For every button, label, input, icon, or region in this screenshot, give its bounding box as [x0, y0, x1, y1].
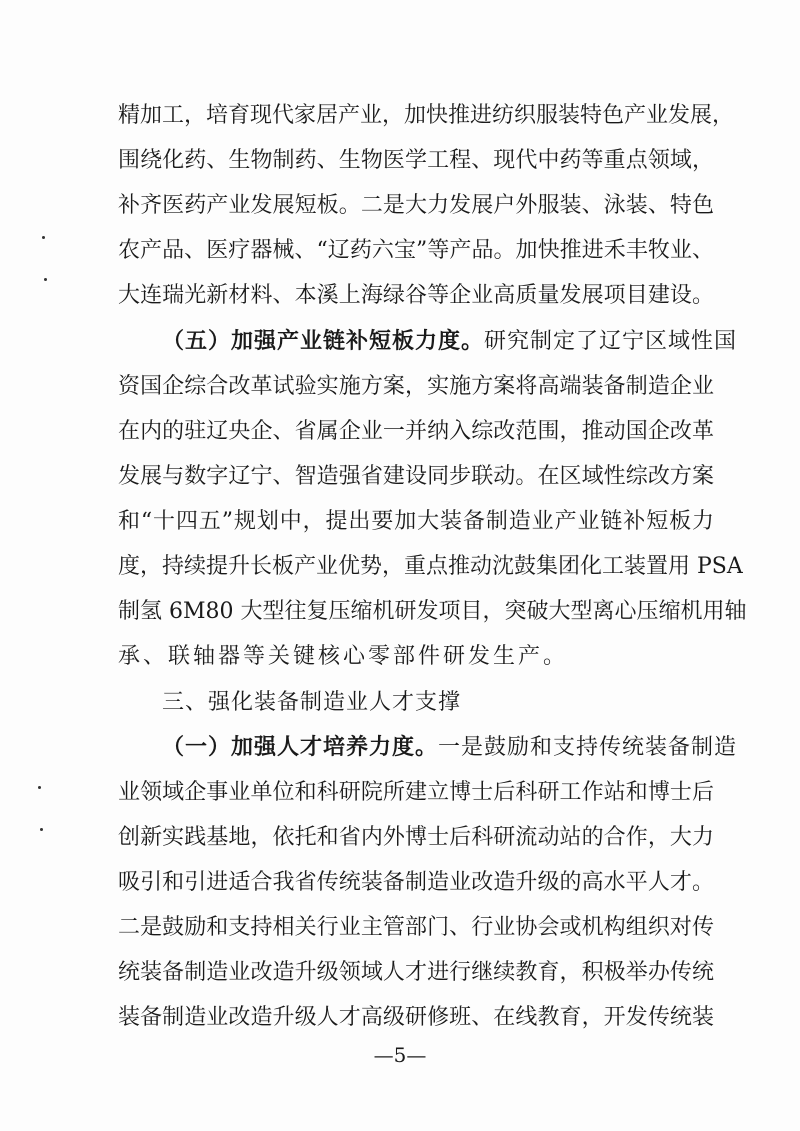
- paragraph-line: 统装备制造业改造升级领域人才进行继续教育，积极举办传统: [118, 960, 714, 985]
- scan-mark: [42, 236, 45, 239]
- paragraph-line: 精加工，培育现代家居产业，加快推进纺织服装特色产业发展，: [118, 103, 735, 128]
- scan-mark: [40, 828, 43, 831]
- paragraph-line: 创新实践基地，依托和省内外博士后科研流动站的合作，大力: [118, 825, 714, 850]
- subsection-first-line: [162, 322, 738, 362]
- paragraph-line: 围绕化药、生物制药、生物医学工程、现代中药等重点领域，: [118, 148, 714, 173]
- paragraph-line: 资国企综合改革试验实施方案，实施方案将高端装备制造企业: [118, 374, 714, 399]
- paragraph-line: 度，持续提升长板产业优势，重点推动沈鼓集团化工装置用 PSA: [118, 554, 743, 579]
- paragraph-line: 农产品、医疗器械、“辽药六宝”等产品。加快推进禾丰牧业、: [118, 238, 714, 263]
- paragraph-line: 装备制造业改造升级人才高级研修班、在线教育，开发传统装: [118, 1005, 714, 1030]
- paragraph-text: 一是鼓励和支持传统装备制造: [438, 735, 738, 760]
- scan-mark: [44, 278, 47, 281]
- section-title: 三、强化装备制造业人才支撑: [162, 690, 462, 715]
- paragraph-text: 研究制定了辽宁区域性国: [484, 329, 738, 354]
- paragraph-line: 大连瑞光新材料、本溪上海绿谷等企业高质量发展项目建设。: [118, 283, 714, 308]
- paragraph-line: 承、联轴器等关键核心零部件研发生产。: [118, 644, 569, 669]
- scan-mark: [38, 786, 41, 789]
- paragraph-line: 吸引和引进适合我省传统装备制造业改造升级的高水平人才。: [118, 870, 714, 895]
- paragraph-line: 业领域企事业单位和科研院所建立博士后科研工作站和博士后: [118, 780, 714, 805]
- paragraph-line: 补齐医药产业发展短板。二是大力发展户外服装、泳装、特色: [118, 193, 714, 218]
- paragraph-line: 制氢 6M80 大型往复压缩机研发项目，突破大型离心压缩机用轴: [118, 599, 747, 624]
- subsection-heading: （五）加强产业链补短板力度。: [162, 329, 485, 354]
- paragraph-line: 二是鼓励和支持相关行业主管部门、行业协会或机构组织对传: [118, 915, 714, 940]
- subsection-heading: （一）加强人才培养力度。: [162, 735, 439, 760]
- paragraph-line: 在内的驻辽央企、省属企业一并纳入综改范围，推动国企改革: [118, 419, 714, 444]
- page-number: —5—: [373, 1043, 427, 1067]
- subsection-first-line: [162, 728, 738, 768]
- paragraph-line: 和“十四五”规划中，提出要加大装备制造业产业链补短板力: [118, 509, 714, 534]
- paragraph-line: 发展与数字辽宁、智造强省建设同步联动。在区域性综改方案: [118, 464, 714, 489]
